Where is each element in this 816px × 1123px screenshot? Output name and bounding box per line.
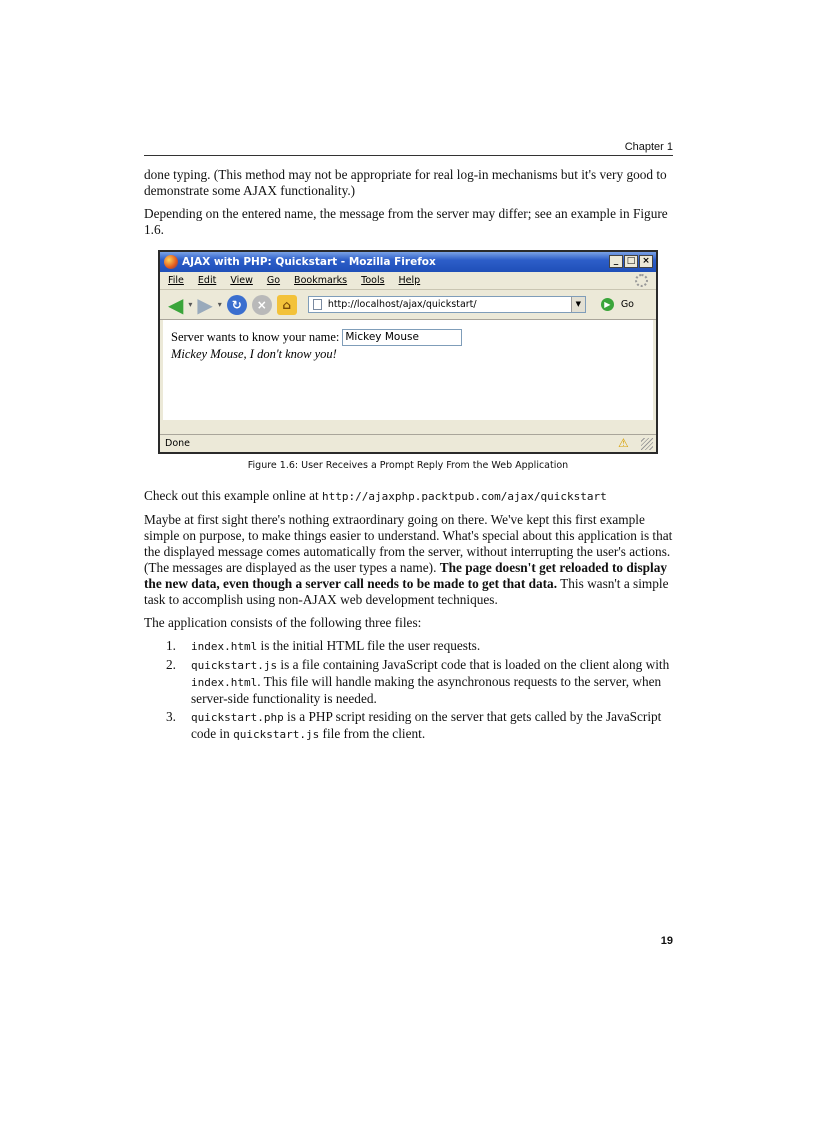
prompt-label: Server wants to know your name: — [171, 330, 340, 344]
list-number: 2. — [166, 657, 176, 672]
reload-icon[interactable]: ↻ — [227, 295, 247, 315]
file-desc: is a file containing JavaScript code that is loaded on the client along with — [277, 657, 670, 672]
list-item — [166, 709, 674, 743]
list-item — [166, 657, 674, 707]
minimize-icon[interactable]: _ — [609, 255, 623, 268]
page-content — [144, 167, 674, 745]
paragraph-4-text-a: Maybe at first sight there's nothing extraordinary going on there. We've kept this first example simple on purpose, to make things easier to understand. What's special about this application is that the displayed message comes automatically from the server, without interrupting the user's actions. (The messages are displayed as the user types a name). — [144, 512, 673, 575]
go-icon[interactable]: ▶ — [601, 298, 614, 311]
go-button[interactable]: Go — [620, 298, 634, 310]
file-list — [166, 638, 674, 743]
paragraph-5: The application consists of the following three files: — [144, 615, 422, 630]
figure-1-6 — [158, 250, 658, 474]
prompt-row — [171, 329, 645, 346]
figure-caption: Figure 1.6: User Receives a Prompt Reply From the Web Application — [247, 460, 569, 471]
throbber-icon — [635, 274, 648, 287]
list-text — [191, 709, 674, 743]
status-bar — [160, 434, 656, 452]
menu-bar — [160, 272, 656, 290]
server-reply: Mickey Mouse, I don't know you! — [171, 347, 337, 361]
file-name: index.html — [191, 640, 258, 653]
file-desc: is the initial HTML file the user requests. — [257, 638, 481, 653]
menu-file[interactable]: File — [168, 274, 184, 286]
paragraph-3-text: Check out this example online at — [144, 488, 322, 503]
menu-edit[interactable]: Edit — [197, 274, 217, 286]
list-text — [191, 657, 674, 707]
file-name-ref: quickstart.js — [233, 728, 320, 741]
file-name-ref: index.html — [191, 676, 258, 689]
file-name: quickstart.js — [191, 659, 278, 672]
list-text — [191, 638, 480, 655]
window-controls — [609, 255, 653, 268]
page-icon — [313, 299, 322, 310]
url-text: http://localhost/ajax/quickstart/ — [327, 298, 477, 310]
stop-icon[interactable]: × — [252, 295, 272, 315]
file-desc-2: . This file will handle making the asynchronous requests to the server, when server-side functionality is needed. — [191, 674, 662, 706]
paragraph-4-text-b: This wasn't a simple task to accomplish using non-AJAX web development techniques. — [144, 576, 669, 607]
paragraph-4 — [144, 512, 674, 608]
menu-help[interactable]: Help — [398, 274, 421, 286]
menu-go[interactable]: Go — [266, 274, 281, 286]
chapter-header: Chapter 1 — [144, 141, 673, 156]
firefox-window — [158, 250, 658, 454]
page-number: 19 — [660, 935, 673, 947]
list-number: 3. — [166, 709, 176, 724]
file-desc: is a PHP script residing on the server that gets called by the JavaScript code in — [191, 709, 662, 741]
paragraph-3 — [144, 488, 674, 505]
paragraph-1: done typing. (This method may not be appropriate for real log-in mechanisms but it's very good to demonstrate some AJAX functionality.) — [144, 167, 667, 198]
menu-view[interactable]: View — [230, 274, 253, 286]
close-icon[interactable]: × — [639, 255, 653, 268]
url-bar[interactable] — [308, 296, 586, 313]
forward-arrow-icon[interactable]: ▶ — [197, 292, 213, 317]
name-input[interactable]: Mickey Mouse — [342, 329, 462, 346]
home-icon[interactable]: ⌂ — [277, 295, 297, 315]
back-arrow-icon[interactable]: ◀ — [168, 292, 184, 317]
paragraph-2: Depending on the entered name, the message from the server may differ; see an example in Figure 1.6. — [144, 206, 668, 237]
menu-bookmarks[interactable]: Bookmarks — [294, 274, 348, 286]
browser-viewport — [163, 320, 653, 420]
file-desc-2: file from the client. — [319, 726, 426, 741]
navigation-toolbar — [160, 290, 656, 320]
status-text: Done — [165, 437, 190, 449]
chevron-down-icon[interactable]: ▼ — [571, 297, 585, 312]
window-title: AJAX with PHP: Quickstart - Mozilla Firefox — [182, 256, 436, 268]
list-item — [166, 638, 674, 655]
window-titlebar — [160, 252, 656, 272]
paragraph-4-bold: The page doesn't get reloaded to display the new data, even though a server call needs to be made to get that data. — [144, 560, 668, 591]
firefox-logo-icon — [164, 255, 178, 269]
maximize-icon[interactable]: □ — [624, 255, 638, 268]
menu-tools[interactable]: Tools — [361, 274, 385, 286]
resize-grip-icon[interactable] — [641, 438, 653, 450]
forward-dropdown-icon[interactable]: ▾ — [217, 299, 222, 309]
example-url: http://ajaxphp.packtpub.com/ajax/quickstart — [322, 490, 607, 503]
back-dropdown-icon[interactable]: ▾ — [188, 299, 193, 309]
warning-icon[interactable]: ⚠ — [618, 436, 629, 450]
list-number: 1. — [166, 638, 176, 653]
file-name: quickstart.php — [191, 711, 284, 724]
